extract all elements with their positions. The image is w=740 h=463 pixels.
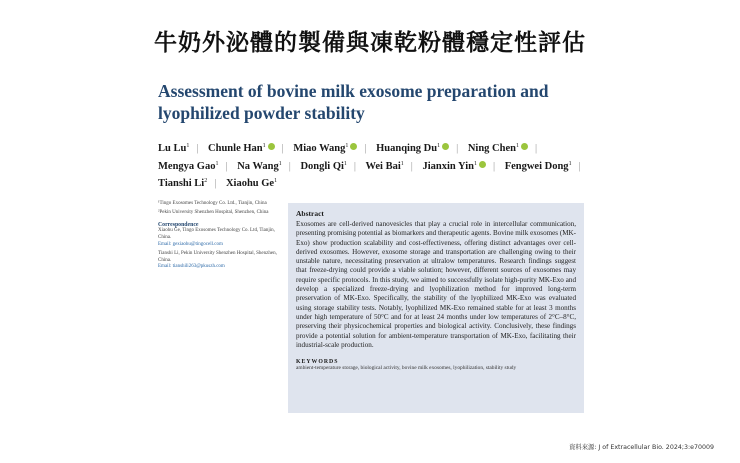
orcid-icon[interactable] xyxy=(479,161,486,168)
orcid-icon[interactable] xyxy=(442,143,449,150)
abstract-text: Exosomes are cell-derived nanovesicles that play a crucial role in intercellular communication, presenting promising potential as biomarkers and therapeutic agents. Bovine milk exosomes (MK-Exo) show production scalability and cost-effectiveness, offering distinct advantages over cell-derived exosomes. However, exosome storage and transportation are challenging owing to their unstable nature, necessitating preservation at ultralow temperatures. Research findings suggest that freeze-drying could provide a viable solution; however, different sources of exosomes may require specific protocols. In this study, we aimed to successfully isolate high-purity MK-Exo and develop a specialized freeze-drying and lyophilization method for improved long-term preservation of MK-Exo. Specifically, the stability of the lyophilized MK-Exo was evaluated using storage stability tests. Notably, lyophilized MK-Exo remained stable for at least 3 months under high temperature of 50°C and for at least 24 months under low temperatures of 2°C–8°C, preserving their physicochemical properties and biological activity. Conclusively, these findings provide a potential solution for ambient-temperature transportation of MK-Exo, facilitating their industrial-scale production. xyxy=(296,220,576,349)
affiliation-superscript: 1 xyxy=(515,143,519,149)
author-separator: | xyxy=(534,143,538,154)
author-name-text: Xiaohu Ge xyxy=(225,178,275,189)
author-name xyxy=(365,161,403,172)
author-name-text: Miao Wang xyxy=(293,143,346,154)
author-name-text: Mengya Gao xyxy=(158,160,216,172)
affiliations-column xyxy=(158,201,278,273)
author-name-text: Lu Lu xyxy=(158,143,187,154)
author-separator: | xyxy=(196,143,199,154)
author-separator: | xyxy=(364,143,367,154)
keywords-text: ambient-temperature storage, biological activity, bovine milk exosomes, lyophilization, stability study xyxy=(296,365,517,372)
correspondence-text: Tianshi Li, Pekin University Shenzhen Hospital, Shenzhen, China. xyxy=(158,250,277,263)
author-separator: | xyxy=(456,143,459,154)
affiliation-superscript: 1 xyxy=(278,160,282,167)
orcid-icon[interactable] xyxy=(350,143,357,150)
slide-title: 牛奶外泌體的製備與凍乾粉體穩定性評估 xyxy=(154,30,586,56)
paper-title: Assessment of bovine milk exosome preparation and lyophilized powder stability xyxy=(158,81,549,123)
author-separator: | xyxy=(225,160,228,172)
affiliation-superscript: 1 xyxy=(186,143,190,149)
author-name-text: Ning Chen xyxy=(467,143,516,154)
author-name xyxy=(158,178,207,189)
author-name xyxy=(158,143,189,154)
affiliation-superscript: 1 xyxy=(437,143,441,149)
author-name xyxy=(158,161,218,172)
email-link[interactable]: Email: tianshili263@pkuszh.com xyxy=(158,264,225,270)
abstract-box xyxy=(288,203,584,413)
orcid-icon[interactable] xyxy=(268,143,275,150)
keywords-heading: KEYWORDS xyxy=(296,359,339,366)
author-separator: | xyxy=(281,143,284,154)
author-name-text: Na Wang xyxy=(237,160,279,172)
orcid-icon[interactable] xyxy=(521,143,528,150)
author-name xyxy=(468,143,528,154)
author-name-text: Chunle Han xyxy=(208,143,263,154)
author-name-text: Huanqing Du xyxy=(376,143,438,154)
author-name xyxy=(376,143,449,154)
affiliation-superscript: 1 xyxy=(400,160,404,167)
source-caption: 資料來源: J of Extracellular Bio. 2024;3:e70009 xyxy=(569,444,714,451)
author-name-text: Fengwei Dong xyxy=(504,160,569,172)
correspondence-entry xyxy=(158,228,278,248)
author-name xyxy=(300,161,346,172)
author-separator: | xyxy=(410,160,413,172)
author-name xyxy=(423,161,486,172)
abstract-heading: Abstract xyxy=(296,209,324,218)
affiliation-superscript: 1 xyxy=(345,143,349,149)
author-separator: | xyxy=(214,178,217,189)
affiliation-superscript: 1 xyxy=(215,160,219,167)
author-separator: | xyxy=(492,160,496,172)
author-name-text: Wei Bai xyxy=(365,160,401,172)
author-name-text: Jianxin Yin xyxy=(422,160,474,172)
author-name xyxy=(226,178,277,189)
author-name xyxy=(208,143,275,154)
author-separator: | xyxy=(288,160,291,172)
author-separator: | xyxy=(353,160,357,172)
affiliation-superscript: 1 xyxy=(343,160,347,167)
affiliation-superscript: 1 xyxy=(473,160,477,167)
affiliation-superscript: 1 xyxy=(274,178,278,184)
author-name xyxy=(505,161,572,172)
correspondence-text: Xiaohu Ge, Tingo Exosomes Technology Co. Ltd, Tianjin, China. xyxy=(158,228,275,241)
affiliation-superscript: 1 xyxy=(568,160,572,167)
email-link[interactable]: Email: gexiaohu@tingocell.com xyxy=(158,241,223,247)
author-separator: | xyxy=(578,160,581,172)
affiliation: ²Pekin University Shenzhen Hospital, Shenzhen, China xyxy=(158,209,269,215)
author-name xyxy=(237,161,282,172)
author-name xyxy=(293,143,357,154)
author-name-text: Dongli Qi xyxy=(300,160,344,172)
correspondence-entry xyxy=(158,251,278,271)
affiliation: ¹Tingo Exosomes Technology Co. Ltd., Tianjin, China xyxy=(158,201,267,206)
affiliation-superscript: 2 xyxy=(204,178,208,184)
affiliation-superscript: 1 xyxy=(262,143,266,149)
author-list xyxy=(158,139,618,192)
correspondence-label: Correspondence xyxy=(158,221,199,228)
author-name-text: Tianshi Li xyxy=(158,178,205,189)
